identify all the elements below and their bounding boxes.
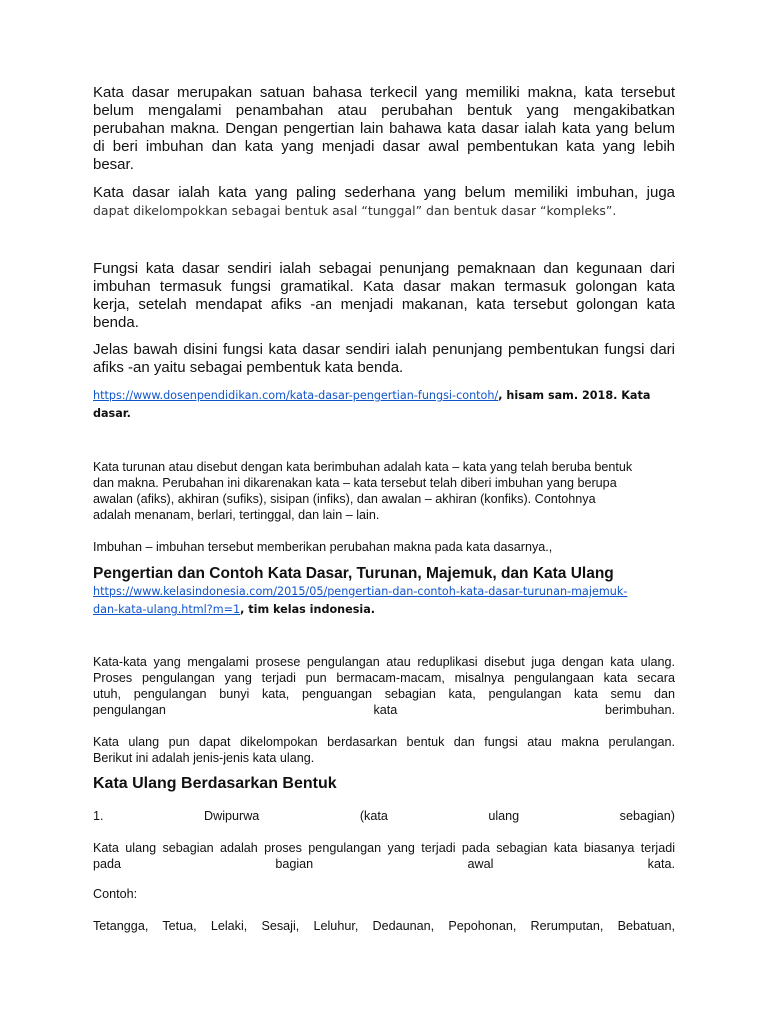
text-line: perubahan makna. Dengan pengertian lain bahawa kata dasar ialah kata yang belum bbox=[93, 120, 675, 137]
text-line: Berikut ini adalah jenis-jenis kata ulang. bbox=[93, 751, 315, 765]
reference-link[interactable]: dan-kata-ulang.html?m=1 bbox=[93, 603, 241, 616]
reference-citation: , tim kelas indonesia. bbox=[240, 603, 376, 616]
text-line: Fungsi kata dasar sendiri ialah sebagai penunjang pemaknaan dan kegunaan dari bbox=[93, 260, 675, 277]
text-line: afiks -an yaitu sebagai pembentuk kata benda. bbox=[93, 359, 404, 376]
reference-citation: , hisam sam. 2018. Kata bbox=[498, 389, 651, 402]
heading-text: Pengertian dan Contoh Kata Dasar, Turunan, Majemuk, dan Kata Ulang bbox=[93, 565, 614, 582]
paragraph-kata-dasar-definition bbox=[93, 84, 675, 174]
text-line: pengulangan kata berimbuhan. bbox=[93, 703, 675, 717]
paragraph-kata-turunan bbox=[93, 459, 675, 523]
text-line: di beri imbuhan dan kata yang menjadi dasar awal pembentukan kata yang lebih bbox=[93, 138, 675, 155]
text-line: Tetangga, Tetua, Lelaki, Sesaji, Leluhur, Dedaunan, Pepohonan, Rerumputan, Bebatuan, bbox=[93, 919, 675, 933]
heading-text: Kata Ulang Berdasarkan Bentuk bbox=[93, 775, 337, 792]
text-line: Kata dasar ialah kata yang paling sederhana yang belum memiliki imbuhan, juga bbox=[93, 184, 675, 201]
paragraph-fungsi-kata-dasar bbox=[93, 260, 675, 332]
paragraph-kata-ulang bbox=[93, 654, 675, 718]
paragraph-kata-ulang-sebagian bbox=[93, 840, 675, 872]
examples-list bbox=[93, 918, 675, 934]
text-line: belum mengalami penambahan atau perubahan bentuk yang mengakibatkan bbox=[93, 102, 675, 119]
text-line: Kata turunan atau disebut dengan kata berimbuhan adalah kata – kata yang telah beruba bentuk bbox=[93, 460, 633, 474]
text-line: imbuhan termasuk fungsi gramatikal. Kata dasar makan termasuk golongan kata bbox=[93, 278, 675, 295]
text-line: utuh, pengulangan bunyi kata, penguangan sebagian kata, pengulangan kata semu dan bbox=[93, 687, 675, 701]
heading-pengertian bbox=[93, 564, 675, 584]
paragraph-imbuhan bbox=[93, 539, 675, 555]
text-line: Proses pengulangan yang terjadi pun bermacam-macam, misalnya pengulangaan kata secara bbox=[93, 671, 675, 685]
text-line: adalah menanam, berlari, tertinggal, dan lain – lain. bbox=[93, 508, 380, 522]
text-line: 1. Dwipurwa (kata ulang sebagian) bbox=[93, 809, 675, 823]
text-line: Jelas bawah disini fungsi kata dasar sendiri ialah penunjang pembentukan fungsi dari bbox=[93, 341, 675, 358]
text-line: Kata ulang pun dapat dikelompokan berdasarkan bentuk dan fungsi atau makna perulangan. bbox=[93, 735, 675, 749]
reference-link[interactable]: https://www.kelasindonesia.com/2015/05/pengertian-dan-contoh-kata-dasar-turunan-majemuk- bbox=[93, 585, 628, 598]
paragraph-pengelompokan bbox=[93, 734, 675, 766]
list-item-dwipurwa bbox=[93, 808, 675, 824]
reference-kelasindonesia bbox=[93, 583, 675, 619]
reference-link[interactable]: https://www.dosenpendidikan.com/kata-dasar-pengertian-fungsi-contoh/ bbox=[93, 389, 499, 402]
text-line: Kata-kata yang mengalami prosese pengulangan atau reduplikasi disebut juga dengan kata ulang. bbox=[93, 655, 675, 669]
text-line: Contoh: bbox=[93, 887, 138, 901]
contoh-label bbox=[93, 886, 675, 902]
text-line: dan makna. Perubahan ini dikarenakan kata – kata tersebut telah diberi imbuhan yang berupa bbox=[93, 476, 617, 490]
reference-dosenpendidikan bbox=[93, 387, 675, 423]
text-line: besar. bbox=[93, 156, 134, 173]
reference-citation: dasar. bbox=[93, 407, 131, 420]
paragraph-afiks bbox=[93, 341, 675, 377]
text-line: Kata dasar merupakan satuan bahasa terkecil yang memiliki makna, kata tersebut bbox=[93, 84, 675, 101]
text-line: Kata ulang sebagian adalah proses pengulangan yang terjadi pada sebagian kata biasanya terjadi bbox=[93, 841, 675, 855]
text-line: Imbuhan – imbuhan tersebut memberikan perubahan makna pada kata dasarnya., bbox=[93, 540, 553, 554]
paragraph-kata-dasar-simple bbox=[93, 184, 675, 220]
text-line: benda. bbox=[93, 314, 139, 331]
text-line: kerja, setelah mendapat afiks -an menjadi makanan, kata tersebut golongan kata bbox=[93, 296, 675, 313]
text-line: pada bagian awal kata. bbox=[93, 857, 675, 871]
text-line: awalan (afiks), akhiran (sufiks), sisipan (infiks), dan awalan – akhiran (konfiks). Contohnya bbox=[93, 492, 596, 506]
text-line: dapat dikelompokkan sebagai bentuk asal “tunggal” dan bentuk dasar “kompleks”. bbox=[93, 203, 617, 218]
heading-kata-ulang-bentuk bbox=[93, 774, 675, 794]
